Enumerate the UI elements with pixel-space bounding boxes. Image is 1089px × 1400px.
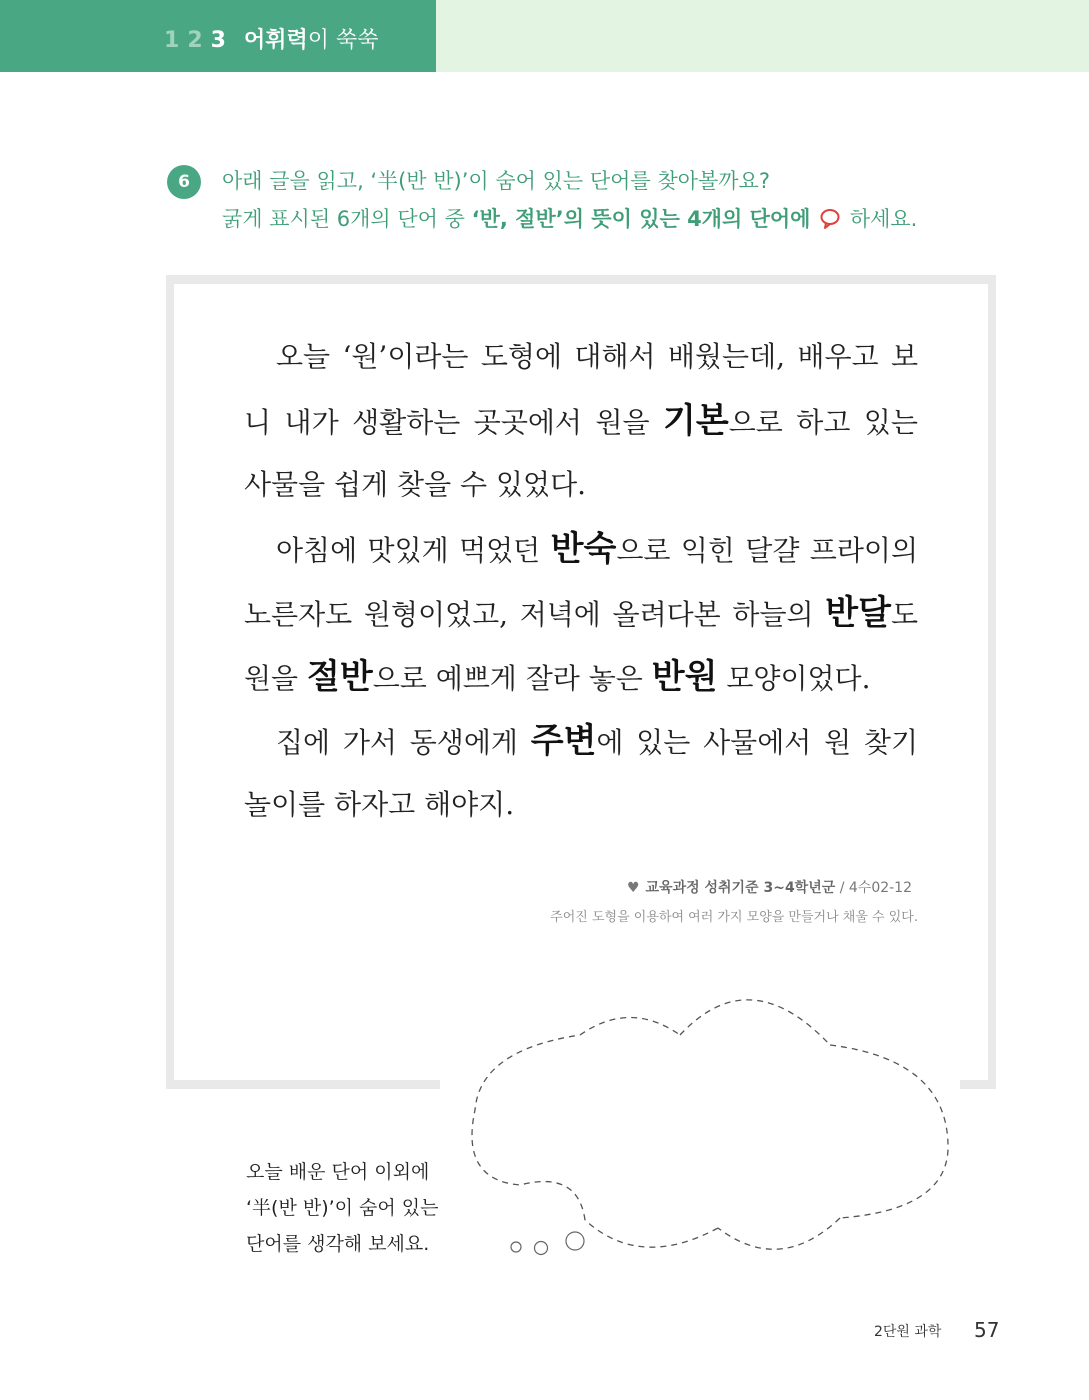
word-jeolban[interactable]: 절반 (307, 657, 373, 697)
question-line-1: 아래 글을 읽고, ‘半(반 반)’이 숨어 있는 단어를 찾아볼까요? (222, 169, 770, 193)
word-bandal[interactable]: 반달 (825, 593, 891, 633)
header-title-rest: 이 쑥쑥 (307, 28, 379, 53)
page-number: 57 (974, 1318, 1000, 1342)
passage-line-8: 놀이를 하자고 해야지. (244, 788, 515, 821)
question-line-2-c: 하세요. (849, 207, 918, 231)
passage-text: 으로 익힌 달걀 프라이의 (616, 534, 918, 567)
question-line-2-a: 굵게 표시된 6개의 단어 중 (222, 207, 472, 231)
passage-text: 원을 (244, 662, 307, 695)
step-2: 2 (187, 28, 203, 53)
passage-text: 에 있는 사물에서 원 찾기 (596, 726, 918, 759)
passage-line-1: 오늘 ‘원’이라는 도형에 대해서 배웠는데, 배우고 보 (276, 340, 918, 373)
passage-text: 집에 가서 동생에게 (276, 726, 531, 759)
prompt-line-3: 단어를 생각해 보세요. (246, 1233, 430, 1255)
passage-text: 으로 하고 있는 (728, 406, 918, 439)
passage-text: 으로 예쁘게 잘라 놓은 (372, 662, 652, 695)
word-banwon[interactable]: 반원 (651, 657, 718, 697)
passage-text: 도 (890, 598, 918, 631)
passage-text: 모양이었다. (717, 662, 871, 695)
step-3: 3 (210, 28, 226, 53)
step-1: 1 (164, 28, 180, 53)
passage-text: 니 내가 생활하는 곳곳에서 원을 (244, 406, 664, 439)
word-bansuk[interactable]: 반숙 (550, 529, 617, 569)
heart-icon: ♥ (626, 880, 640, 896)
passage-text: 아침에 맛있게 먹었던 (276, 534, 551, 567)
word-gibon[interactable]: 기본 (663, 401, 729, 441)
standard-description: 주어진 도형을 이용하여 여러 가지 모양을 만들거나 채울 수 있다. (550, 910, 918, 925)
passage-text: 노른자도 원형이었고, 저녁에 올려다본 하늘의 (244, 598, 826, 631)
question-line-2-b: ‘반, 절반’의 뜻이 있는 4개의 단어에 (471, 207, 811, 231)
footer-unit: 2단원 과학 (874, 1324, 942, 1340)
question-number: 6 (167, 165, 201, 199)
prompt-line-2: ‘半(반 반)’이 숨어 있는 (246, 1197, 439, 1219)
word-jubyeon[interactable]: 주변 (530, 721, 597, 761)
passage-line-3: 사물을 쉽게 찾을 수 있었다. (244, 468, 587, 501)
standard-code: / 4수02-12 (835, 880, 912, 896)
prompt-line-1: 오늘 배운 단어 이외에 (246, 1161, 430, 1183)
header-title-bold: 어휘력 (243, 28, 308, 53)
standard-label: 교육과정 성취기준 3~4학년군 (645, 880, 836, 896)
